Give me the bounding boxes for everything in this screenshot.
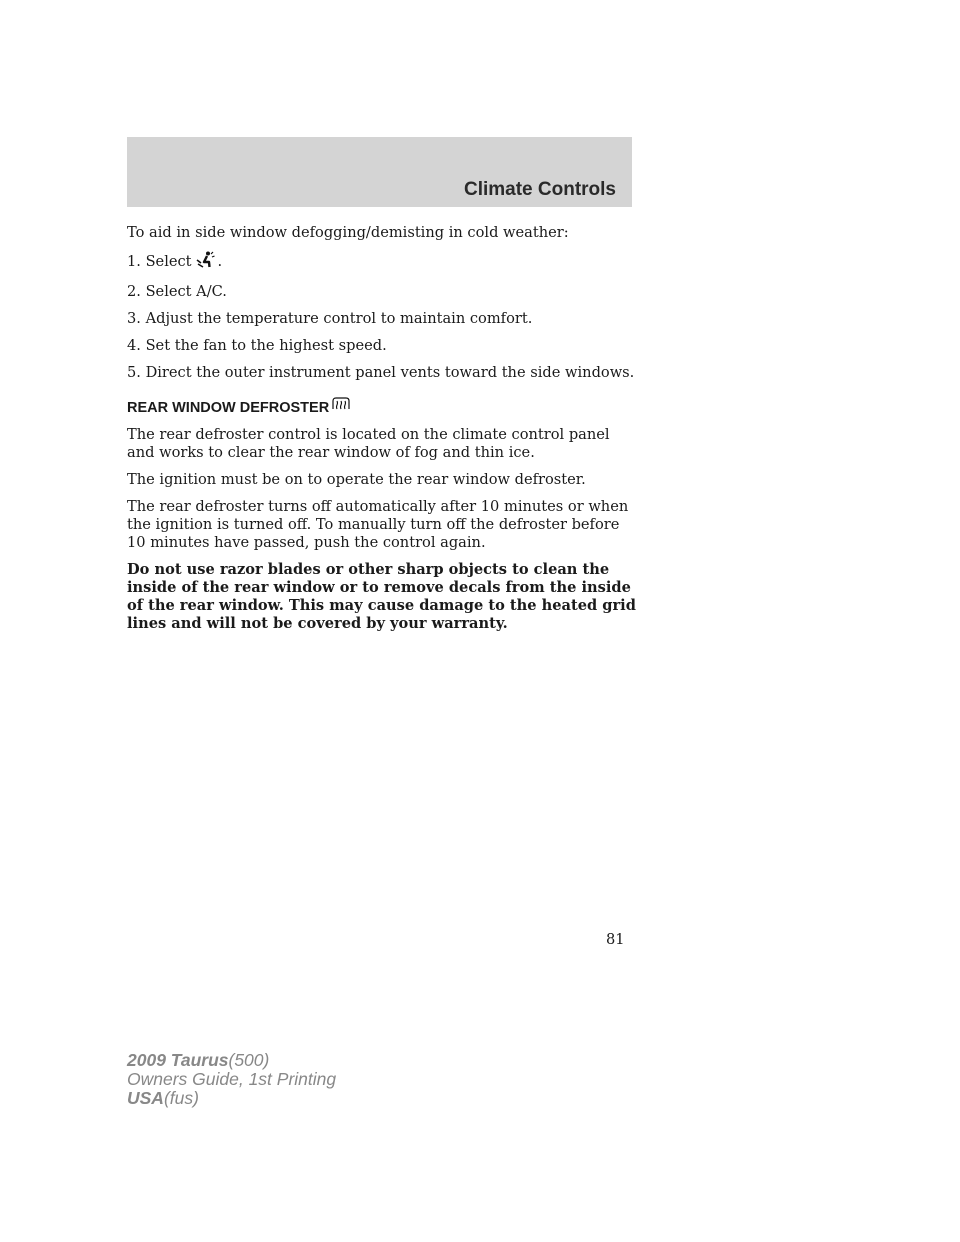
step-5: 5. Direct the outer instrument panel vents toward the side windows.: [127, 364, 635, 381]
step-2: 2. Select A/C.: [127, 283, 227, 300]
paragraph-ignition: The ignition must be on to operate the rear window defroster.: [127, 471, 586, 488]
step-4: 4. Set the fan to the highest speed.: [127, 337, 387, 354]
footer-model-code: (500): [228, 1050, 270, 1070]
page-number: 81: [606, 931, 625, 948]
section-header: [127, 137, 632, 207]
warning-text: Do not use razor blades or other sharp objects to clean the inside of the rear window or to remove decals from the inside of the rear window. This may cause damage to the heated grid lines and will not be covered by your warranty.: [127, 561, 636, 632]
intro-text: To aid in side window defogging/demisting in cold weather:: [127, 224, 569, 241]
step-3: 3. Adjust the temperature control to maintain comfort.: [127, 310, 533, 327]
floor-defrost-mode-icon: [195, 251, 215, 274]
paragraph-auto-off: The rear defroster turns off automatically after 10 minutes or when the ignition is turned off. To manually turn off the defroster before 10 minutes have passed, push the control again.: [127, 498, 629, 551]
footer-line-3: [127, 1089, 336, 1108]
step-1-text: 1. Select: [127, 253, 192, 270]
section-title: Climate Controls: [463, 179, 616, 200]
footer-line-1: [127, 1051, 336, 1070]
paragraph-location: The rear defroster control is located on the climate control panel and works to clear the rear window of fog and thin ice.: [127, 426, 610, 461]
footer-print-info: [127, 1051, 336, 1108]
step-1-suffix: .: [217, 253, 223, 270]
page-content: [127, 224, 637, 642]
footer-market-code: (fus): [163, 1088, 199, 1108]
rear-defroster-heading: [127, 397, 637, 417]
footer-model: 2009 Taurus: [127, 1050, 229, 1070]
footer-market: USA: [127, 1088, 164, 1108]
heading-text: REAR WINDOW DEFROSTER: [127, 400, 330, 416]
footer-line-2: Owners Guide, 1st Printing: [127, 1069, 337, 1089]
rear-defrost-icon: [331, 397, 351, 415]
step-1: [127, 251, 637, 274]
